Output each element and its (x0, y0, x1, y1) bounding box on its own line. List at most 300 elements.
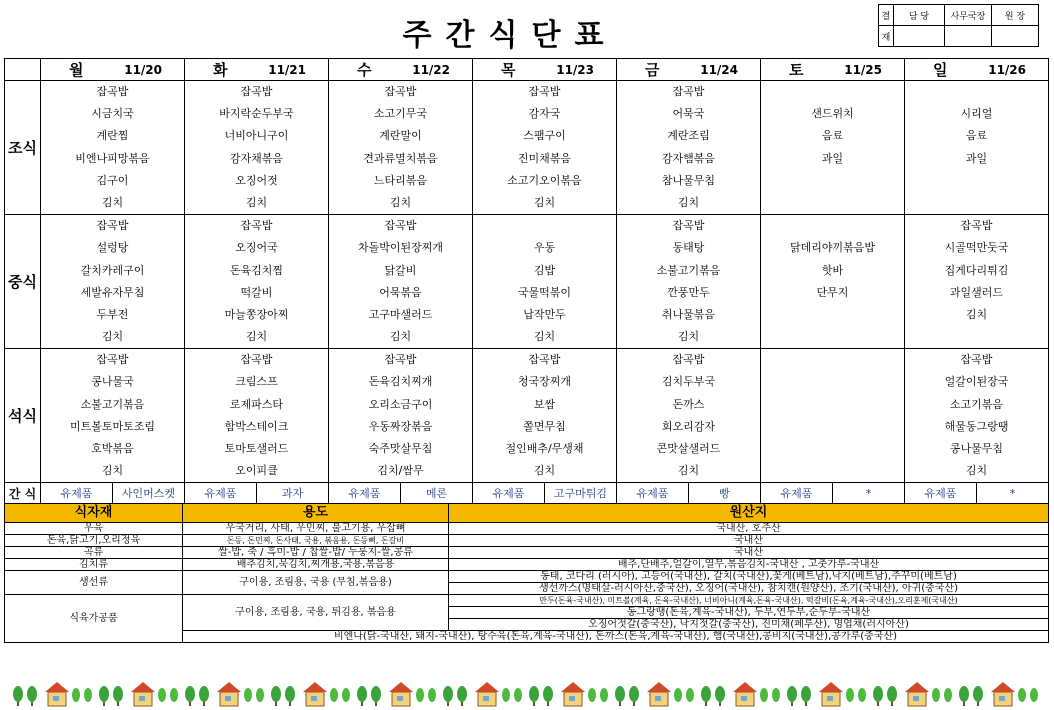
dish-item: 김치 (677, 330, 700, 344)
meal-cell (761, 215, 905, 349)
tree-leaf (932, 688, 940, 702)
tree-leaf (588, 688, 596, 702)
dish-item: 김밥 (533, 263, 556, 277)
day-name: 수 (329, 59, 401, 81)
house-window (569, 696, 575, 701)
house-window (397, 696, 403, 701)
dish-item: 잡곡밥 (96, 85, 129, 98)
snack-dairy: 유제품 (905, 483, 977, 504)
dish-item: 집게다리튀김 (944, 263, 1009, 277)
snack-dairy: 유제품 (761, 483, 833, 504)
dish-item: 계란조림 (667, 129, 710, 143)
origin-country: 국내산, 호주산 (449, 523, 1049, 535)
day-date: 11/22 (401, 59, 473, 81)
dish-item: 김치 (533, 464, 556, 478)
dish-item (761, 192, 904, 214)
origin-item: 곡류 (5, 547, 183, 559)
dish-item: 김구이 (96, 173, 129, 187)
dish-item: 김치 (389, 330, 412, 344)
dish-item: 느타리볶음 (373, 173, 428, 187)
dish-item: 미트볼토마토조림 (69, 419, 155, 433)
snack-row (5, 483, 1049, 504)
tree-leaf (271, 686, 281, 702)
dish-item: 시골떡만둣국 (944, 241, 1009, 255)
origin-header-row (5, 504, 1049, 523)
origin-row (5, 571, 1049, 583)
snack-dairy: 유제품 (41, 483, 113, 504)
meal-label: 중식 (5, 215, 41, 349)
origin-header-origin: 원산지 (449, 504, 1049, 523)
origin-use: 쌀-밥, 죽 / 흑미-밥 / 찹쌀-밥/ 누룽지-쌀,콩류 (183, 547, 449, 559)
dish-item: 갈치카레구이 (80, 263, 145, 277)
house-window (913, 696, 919, 701)
tree-leaf (615, 686, 625, 702)
dish-item: 스팸구이 (523, 129, 566, 143)
meal-cell (329, 81, 473, 215)
dish-item: 감자햄볶음 (661, 151, 716, 165)
origin-country: 국내산 (449, 535, 1049, 547)
house-window (311, 696, 317, 701)
snack-item: 메론 (401, 483, 473, 504)
page-title: 주간식단표 (402, 18, 618, 53)
dish-item (761, 215, 904, 237)
tree-leaf (443, 686, 453, 702)
house-window (53, 696, 59, 701)
origin-use: 돈등, 돈민찌, 돈사태, 국용, 볶음용, 돈등뼈, 돈갈비 (183, 535, 449, 547)
dish-item: 소불고기볶음 (80, 397, 145, 411)
meal-cell (761, 349, 905, 483)
dish-item: 잡곡밥 (240, 353, 273, 367)
tree-leaf (285, 686, 295, 702)
dish-item (761, 394, 904, 416)
tree-leaf (27, 686, 37, 702)
dish-item: 김치 (677, 195, 700, 209)
meal-cell (617, 349, 761, 483)
tree-leaf (502, 688, 510, 702)
dish-item: 우동짜장볶음 (368, 419, 433, 433)
house-window (827, 696, 833, 701)
dish-item: 핫바 (821, 263, 844, 277)
dish-item: 납작만두 (523, 307, 566, 321)
dish-item: 콘맛살샐러드 (656, 442, 721, 455)
dish-item: 우동 (533, 241, 556, 255)
tree-leaf (13, 686, 23, 702)
meal-cell (905, 81, 1049, 215)
meal-cell (473, 349, 617, 483)
dish-item: 계란찜 (96, 129, 129, 143)
day-date: 11/26 (977, 59, 1049, 81)
origin-header-use: 용도 (183, 504, 449, 523)
snack-item: 과자 (257, 483, 329, 504)
dish-item: 잡곡밥 (240, 85, 273, 98)
house-roof (475, 682, 499, 692)
snack-item: 사인머스켓 (113, 483, 185, 504)
dish-item: 김치 (533, 330, 556, 344)
dish-item (905, 170, 1048, 192)
tree-leaf (772, 688, 780, 702)
dish-item: 김치 (245, 195, 268, 209)
dish-item: 콩나물국 (91, 375, 134, 389)
dish-item: 소고기무국 (373, 107, 428, 121)
approval-label: 결 (879, 5, 894, 26)
tree-leaf (787, 686, 797, 702)
meal-row (5, 215, 1049, 349)
approval-box (878, 4, 1039, 47)
tree-leaf (629, 686, 639, 702)
dish-item: 쫄면무침 (523, 419, 566, 433)
meal-cell (41, 215, 185, 349)
tree-leaf (113, 686, 123, 702)
meal-cell (41, 81, 185, 215)
dish-item: 얼갈이된장국 (944, 375, 1009, 389)
dish-item: 토마토샐러드 (224, 442, 289, 455)
snack-item: 고구마튀김 (545, 483, 617, 504)
day-name: 목 (473, 59, 545, 81)
dish-item: 잡곡밥 (672, 219, 705, 233)
house-roof (303, 682, 327, 692)
dish-item: 잡곡밥 (96, 219, 129, 233)
dish-item: 샌드위치 (811, 107, 854, 121)
tree-leaf (944, 688, 952, 702)
dish-item: 절인배추/무생채 (505, 442, 584, 455)
origin-use: 구이용, 조림용, 국용, 튀김용, 볶음용 (183, 595, 449, 631)
tree-leaf (973, 686, 983, 702)
tree-leaf (760, 688, 768, 702)
dish-item: 회오리감자 (661, 419, 716, 433)
house-roof (905, 682, 929, 692)
dish-item: 잡곡밥 (672, 85, 705, 98)
tree-leaf (199, 686, 209, 702)
dish-item: 오리소금구이 (368, 397, 433, 411)
dish-item (761, 371, 904, 393)
dish-item: 국물떡볶이 (517, 285, 572, 299)
dish-item: 김치 (101, 195, 124, 209)
approval-secretary: 사무국장 (945, 5, 992, 26)
tree-leaf (514, 688, 522, 702)
dish-item: 과일 (965, 151, 988, 165)
dish-item: 김치두부국 (661, 375, 716, 389)
day-name: 월 (41, 59, 113, 81)
tree-leaf (371, 686, 381, 702)
approval-sign-slot (992, 26, 1039, 47)
origin-country: 국내산 (449, 547, 1049, 559)
approval-sign-slot (945, 26, 992, 47)
dish-item: 김치 (245, 330, 268, 344)
day-name: 화 (185, 59, 257, 81)
tree-leaf (674, 688, 682, 702)
tree-leaf (715, 686, 725, 702)
approval-director: 원 장 (992, 5, 1039, 26)
house-roof (131, 682, 155, 692)
dish-item: 잡곡밥 (528, 85, 561, 98)
dish-item: 돈까스 (672, 397, 705, 411)
origin-row (5, 559, 1049, 571)
origin-row (5, 535, 1049, 547)
dish-item: 잡곡밥 (384, 85, 417, 98)
origin-row (5, 523, 1049, 535)
dish-item: 설렁탕 (96, 241, 129, 255)
tree-leaf (686, 688, 694, 702)
dish-item: 숙주맛살무침 (368, 442, 433, 455)
meal-cell (329, 349, 473, 483)
meal-cell (473, 81, 617, 215)
dish-item: 취나물볶음 (661, 307, 716, 321)
origin-row (5, 547, 1049, 559)
dish-item: 호박볶음 (91, 442, 134, 455)
dish-item: 비엔나피망볶음 (75, 151, 150, 165)
tree-leaf (873, 686, 883, 702)
origin-country: 비엔나(닭-국내산, 돼지-국내산), 탕수육(돈육,계육-국내산), 돈까스(돈육,계육-국내산), 햄(국내산),콩비지(국내산),콩가루(중국산) (183, 631, 1049, 643)
dish-item: 김치 (677, 464, 700, 478)
tree-leaf (543, 686, 553, 702)
dish-item: 오징어국 (235, 241, 278, 255)
tree-leaf (1030, 688, 1038, 702)
dish-item: 잡곡밥 (960, 219, 993, 233)
dish-item (761, 326, 904, 348)
origin-row (5, 595, 1049, 607)
day-date: 11/25 (833, 59, 905, 81)
tree-leaf (185, 686, 195, 702)
meal-label: 석식 (5, 349, 41, 483)
approval-sign-slot (894, 26, 945, 47)
dish-item: 과일샐러드 (949, 285, 1004, 299)
dish-item: 소고기볶음 (949, 397, 1004, 411)
dish-item (473, 215, 616, 237)
origin-country: 배추,단배추,얼갈이,열무,볶음김치-국내산 , 고춧가루-국내산 (449, 559, 1049, 571)
tree-leaf (158, 688, 166, 702)
dish-item (761, 304, 904, 326)
dish-item: 청국장찌개 (517, 375, 572, 389)
day-name: 금 (617, 59, 689, 81)
house-window (655, 696, 661, 701)
dish-item: 세발유자무침 (80, 285, 145, 299)
dish-item (761, 416, 904, 438)
meal-cell (329, 215, 473, 349)
origin-country: 동태, 코다리 (러시아), 고등어(국내산), 갈치(국내산),꽃게(베트남),낙지(베트남),주꾸미(베트남) (449, 571, 1049, 583)
dish-item: 돈육김치찌개 (368, 375, 433, 389)
snack-label: 간 식 (5, 483, 41, 504)
house-roof (991, 682, 1015, 692)
house-roof (561, 682, 585, 692)
dish-item: 떡갈비 (240, 285, 273, 299)
dish-item: 마늘쫑장아찌 (224, 307, 289, 321)
day-header-row (5, 59, 1049, 81)
tree-leaf (1018, 688, 1026, 702)
dish-item: 돈육김치찜 (229, 263, 284, 277)
dish-item (905, 192, 1048, 214)
snack-dairy: 유제품 (185, 483, 257, 504)
meal-cell (617, 81, 761, 215)
dish-item: 잡곡밥 (672, 353, 705, 367)
house-window (139, 696, 145, 701)
tree-leaf (244, 688, 252, 702)
day-date: 11/21 (257, 59, 329, 81)
dish-item: 김치 (965, 464, 988, 478)
snack-dairy: 유제품 (617, 483, 689, 504)
dish-item (905, 326, 1048, 348)
meal-label: 조식 (5, 81, 41, 215)
dish-item: 단무지 (816, 285, 849, 299)
meal-cell (617, 215, 761, 349)
dish-item: 시리얼 (960, 107, 993, 121)
tree-leaf (342, 688, 350, 702)
meal-row (5, 81, 1049, 215)
meal-cell (185, 81, 329, 215)
dish-item: 김치 (101, 464, 124, 478)
day-date: 11/20 (113, 59, 185, 81)
dish-item: 바지락순두부국 (219, 107, 294, 121)
origin-header-item: 식자재 (5, 504, 183, 523)
dish-item: 두부전 (96, 307, 129, 321)
tree-leaf (846, 688, 854, 702)
meal-cell (473, 215, 617, 349)
dish-item: 소불고기볶음 (656, 263, 721, 277)
dish-item: 계란말이 (379, 129, 422, 143)
dish-item: 오이피클 (235, 464, 278, 478)
dish-item: 잡곡밥 (96, 353, 129, 367)
dish-item: 어묵볶음 (379, 285, 422, 299)
origin-item: 우육 (5, 523, 183, 535)
dish-item (905, 81, 1048, 103)
dish-item: 김치 (101, 330, 124, 344)
dish-item: 감자국 (528, 107, 561, 121)
dish-item (761, 81, 904, 103)
dish-item: 보쌈 (533, 397, 556, 411)
origin-table (4, 503, 1049, 643)
dish-item: 음료 (821, 129, 844, 143)
dish-item: 잡곡밥 (384, 219, 417, 233)
origin-country: 생선까스(명태살-러시아산,중국산), 오징어(국내산), 참치캔(원양산), 조기(국내산), 아귀(중국산) (449, 583, 1049, 595)
tree-leaf (170, 688, 178, 702)
tree-leaf (84, 688, 92, 702)
day-name: 일 (905, 59, 977, 81)
tree-leaf (600, 688, 608, 702)
tree-leaf (72, 688, 80, 702)
tree-leaf (330, 688, 338, 702)
origin-item: 돈육,닭고기,오리정육 (5, 535, 183, 547)
snack-item: * (977, 483, 1049, 504)
house-roof (217, 682, 241, 692)
day-date: 11/24 (689, 59, 761, 81)
day-name: 토 (761, 59, 833, 81)
approval-label-2: 재 (879, 26, 894, 47)
meal-row (5, 349, 1049, 483)
snack-dairy: 유제품 (329, 483, 401, 504)
meal-cell (905, 349, 1049, 483)
origin-country: 만두(돈육-국내산), 미트볼(계육, 돈육-국내산), 너비아니(계육,돈육-국내산), 떡갈비(돈육,계육-국내산),오리훈제(국내산) (449, 595, 1049, 607)
meal-cell (185, 349, 329, 483)
dish-item: 김치 (533, 195, 556, 209)
tree-leaf (801, 686, 811, 702)
dish-item: 음료 (965, 129, 988, 143)
house-roof (647, 682, 671, 692)
dish-item (761, 349, 904, 371)
dish-item: 참나물무침 (661, 173, 716, 187)
tree-leaf (959, 686, 969, 702)
tree-leaf (357, 686, 367, 702)
house-window (741, 696, 747, 701)
dish-item: 고구마샐러드 (368, 307, 433, 321)
day-date: 11/23 (545, 59, 617, 81)
dish-item: 닭갈비 (384, 263, 417, 277)
origin-item: 김치류 (5, 559, 183, 571)
meal-cell (185, 215, 329, 349)
house-window (483, 696, 489, 701)
approval-manager: 담 당 (894, 5, 945, 26)
dish-item: 차돌박이된장찌개 (357, 241, 443, 255)
corner-cell (5, 59, 41, 81)
dish-item: 과일 (821, 151, 844, 165)
tree-leaf (428, 688, 436, 702)
tree-leaf (887, 686, 897, 702)
dish-item: 김치 (389, 195, 412, 209)
house-roof (819, 682, 843, 692)
dish-item: 해물동그랑땡 (944, 419, 1009, 433)
snack-dairy: 유제품 (473, 483, 545, 504)
dish-item (761, 460, 904, 482)
dish-item: 오징어젓 (235, 173, 278, 187)
dish-item: 너비아니구이 (224, 129, 289, 143)
dish-item: 잡곡밥 (384, 353, 417, 367)
dish-item: 잡곡밥 (528, 353, 561, 367)
dish-item: 잡곡밥 (240, 219, 273, 233)
house-roof (389, 682, 413, 692)
dish-item: 깐풍만두 (667, 285, 710, 299)
dish-item: 시금치국 (91, 107, 134, 121)
dish-item: 감자채볶음 (229, 151, 284, 165)
tree-leaf (858, 688, 866, 702)
dish-item: 김치 (965, 307, 988, 321)
origin-country: 동그랑땡(돈육,계육-국내산), 두부,연두부,순두부-국내산 (449, 607, 1049, 619)
origin-country: 오징어젓갈(중국산), 낙지젓갈(중국산), 진미채(페루산), 명엽채(러시아산) (449, 619, 1049, 631)
house-roof (45, 682, 69, 692)
origin-item: 식육가공품 (5, 595, 183, 643)
dish-item: 어묵국 (672, 107, 705, 121)
tree-leaf (256, 688, 264, 702)
snack-item: * (833, 483, 905, 504)
tree-leaf (701, 686, 711, 702)
tree-leaf (529, 686, 539, 702)
dish-item: 김치/쌈무 (377, 464, 424, 478)
dish-item (761, 170, 904, 192)
house-window (225, 696, 231, 701)
dish-item: 잡곡밥 (960, 353, 993, 367)
dish-item: 동태탕 (672, 241, 705, 255)
origin-use: 구이용, 조림용, 국용 (무침,볶음용) (183, 571, 449, 595)
house-roof (733, 682, 757, 692)
dish-item: 콩나물무침 (949, 442, 1004, 455)
village-decoration (0, 676, 1054, 710)
weekly-menu-table (4, 58, 1049, 504)
meal-cell (761, 81, 905, 215)
tree-leaf (99, 686, 109, 702)
tree-leaf (457, 686, 467, 702)
dish-item: 로제파스타 (229, 397, 284, 411)
origin-item: 생선류 (5, 571, 183, 595)
meal-cell (905, 215, 1049, 349)
dish-item: 함박스테이크 (224, 419, 289, 433)
dish-item (761, 438, 904, 460)
snack-item: 빵 (689, 483, 761, 504)
origin-use: 배추김치,묵김치,찌개용,국용,볶음용 (183, 559, 449, 571)
dish-item: 크림스프 (235, 375, 278, 389)
origin-use: 우국거리, 사태, 우민찌, 불고기용, 우잡뼈 (183, 523, 449, 535)
dish-item: 소고기오이볶음 (507, 173, 582, 187)
meal-cell (41, 349, 185, 483)
dish-item: 닭데리야끼볶음밥 (789, 241, 875, 255)
dish-item: 진미채볶음 (517, 151, 572, 165)
house-window (999, 696, 1005, 701)
